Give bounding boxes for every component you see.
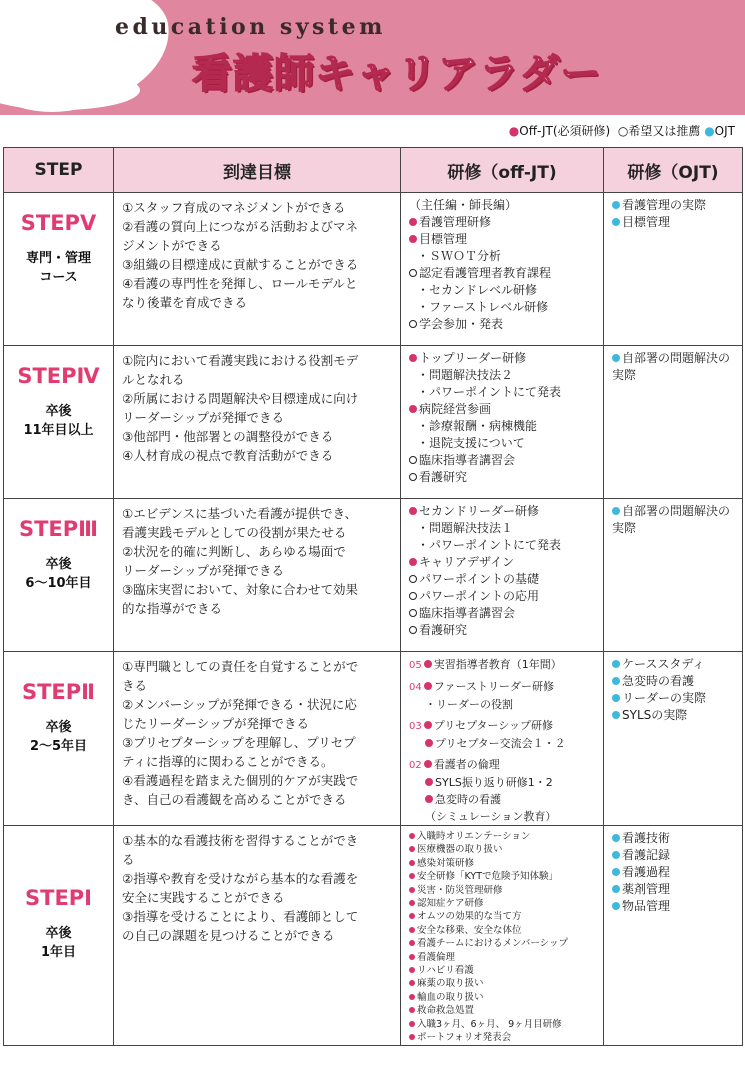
required-dot-icon bbox=[409, 1007, 415, 1013]
goal-line: リーダーシップが発揮できる bbox=[122, 410, 285, 425]
required-dot-icon bbox=[424, 721, 432, 729]
goal-line: なり後輩を育成できる bbox=[122, 295, 248, 310]
training-label: （シミュレーション教育） bbox=[425, 810, 557, 823]
goal-line: ①基本的な看護技術を習得することができ bbox=[122, 833, 359, 848]
required-dot-icon bbox=[409, 927, 415, 933]
list-item bbox=[612, 898, 742, 915]
ojt-label: リーダーの実際 bbox=[622, 691, 707, 705]
list-item bbox=[409, 605, 603, 622]
required-dot-icon bbox=[409, 1034, 415, 1040]
list-item bbox=[612, 847, 742, 864]
training-label: リハビリ看護 bbox=[417, 965, 474, 977]
list-item bbox=[409, 520, 603, 537]
list-item bbox=[409, 248, 603, 265]
goal-line: ④人材育成の視点で教育活動ができる bbox=[122, 448, 334, 463]
header-banner bbox=[0, 0, 745, 115]
list-item bbox=[612, 656, 742, 673]
training-label: ・パワーポイントにて発表 bbox=[417, 385, 562, 399]
legend bbox=[509, 122, 735, 139]
ojt-dot-icon bbox=[612, 885, 620, 893]
goal-line: き、自己の看護観を高めることができる bbox=[122, 792, 347, 807]
required-dot-icon bbox=[409, 873, 415, 879]
step-sub-line: 卒後 bbox=[45, 404, 72, 419]
list-item bbox=[409, 418, 603, 435]
list-item bbox=[612, 197, 742, 214]
goal-line: 的な指導ができる bbox=[122, 601, 223, 616]
ojt-label: 看護過程 bbox=[622, 865, 671, 879]
training-label: キャリアデザイン bbox=[419, 555, 515, 569]
goal-line: ②看護の質向上につながる活動およびマネ bbox=[122, 219, 358, 234]
list-item bbox=[409, 537, 603, 554]
training-label: 輸血の取り扱い bbox=[417, 991, 484, 1003]
level-number: 03 bbox=[409, 721, 422, 732]
list-item bbox=[409, 735, 603, 752]
offjt-cell bbox=[401, 499, 604, 652]
list-item bbox=[409, 696, 603, 713]
step-sub-line: 11年目以上 bbox=[23, 423, 94, 438]
table-row bbox=[4, 346, 743, 499]
training-label: 学会参加・発表 bbox=[419, 317, 504, 331]
list-item bbox=[409, 367, 603, 384]
column-header-offjt: 研修（off-JT) bbox=[401, 148, 604, 193]
goal-line: ③指導を受けることにより、看護師として bbox=[122, 909, 359, 924]
step-sub-line: コース bbox=[39, 270, 78, 285]
step-cell bbox=[4, 346, 114, 499]
column-header-goal: 到達目標 bbox=[114, 148, 401, 193]
required-dot-icon bbox=[409, 860, 415, 866]
goal-line: ④看護の専門性を発揮し、ロールモデルと bbox=[122, 276, 358, 291]
ojt-dot-icon bbox=[612, 218, 620, 226]
required-dot-icon bbox=[409, 405, 417, 413]
training-label: 看護管理研修 bbox=[419, 215, 492, 229]
training-label: 認定看護管理者教育課程 bbox=[419, 266, 552, 280]
list-item bbox=[409, 503, 603, 520]
training-label: ・セカンドレベル研修 bbox=[417, 283, 538, 297]
step-name: STEPⅣ bbox=[17, 364, 100, 388]
ojt-cell bbox=[604, 346, 743, 499]
page-title: 看護師キャリアラダー bbox=[192, 51, 602, 97]
offjt-cell bbox=[401, 346, 604, 499]
list-item bbox=[409, 554, 603, 571]
table-row bbox=[4, 499, 743, 652]
training-label: 災害・防災管理研修 bbox=[417, 884, 503, 896]
ojt-dot-icon bbox=[612, 507, 620, 515]
step-sub bbox=[4, 718, 113, 756]
column-header-step: STEP bbox=[4, 148, 114, 193]
list-item bbox=[409, 384, 603, 401]
required-dot-icon bbox=[409, 980, 415, 986]
ojt-dot-icon bbox=[612, 354, 620, 362]
step-sub-line: 2～5年目 bbox=[29, 739, 88, 754]
training-label: パワーポイントの基礎 bbox=[419, 572, 540, 586]
optional-circle-icon bbox=[409, 320, 417, 328]
required-dot-icon bbox=[409, 846, 415, 852]
training-label: ポートフォリオ発表会 bbox=[417, 1032, 512, 1044]
list-item bbox=[409, 924, 603, 937]
goal-line: ①エビデンスに基づいた看護が提供でき、 bbox=[122, 506, 358, 521]
optional-circle-icon bbox=[409, 575, 417, 583]
list-item bbox=[612, 707, 742, 724]
list-item bbox=[409, 571, 603, 588]
required-dot-icon bbox=[425, 739, 433, 747]
list-item bbox=[409, 977, 603, 990]
training-label: ・パワーポイントにて発表 bbox=[417, 538, 562, 552]
training-label: 目標管理 bbox=[419, 232, 468, 246]
ojt-cell bbox=[604, 652, 743, 826]
list-item bbox=[409, 299, 603, 316]
list-item bbox=[409, 951, 603, 964]
required-dot-icon bbox=[409, 994, 415, 1000]
goal-line: る bbox=[122, 852, 135, 867]
list-item bbox=[409, 756, 603, 774]
goal-line: 看護実践モデルとしての役割が果たせる bbox=[122, 525, 347, 540]
list-item bbox=[409, 1004, 603, 1017]
level-number: 02 bbox=[409, 760, 422, 771]
training-label: 急変時の看護 bbox=[435, 793, 501, 806]
training-label: 入職3ヶ月、6ヶ月、 9ヶ月目研修 bbox=[417, 1018, 562, 1030]
required-dot-icon bbox=[424, 760, 432, 768]
training-label: 安全な移乗、安全な体位 bbox=[417, 924, 522, 936]
step-cell bbox=[4, 499, 114, 652]
ojt-label: 目標管理 bbox=[622, 215, 671, 229]
step-sub bbox=[4, 555, 113, 593]
list-item bbox=[409, 214, 603, 231]
required-dot-icon bbox=[409, 967, 415, 973]
goal-line: ジメントができる bbox=[122, 238, 222, 253]
list-item bbox=[612, 690, 742, 707]
list-item bbox=[409, 1031, 603, 1044]
required-dot-icon bbox=[409, 913, 415, 919]
step-sub-line: 1年目 bbox=[40, 945, 77, 960]
ojt-dot-icon bbox=[612, 694, 620, 702]
blue-dot-icon: ● bbox=[704, 124, 715, 138]
training-label: 看護チームにおけるメンバーシップ bbox=[417, 938, 568, 950]
ojt-dot-icon bbox=[612, 851, 620, 859]
list-item bbox=[409, 991, 603, 1004]
table-header-row bbox=[4, 148, 743, 193]
goal-line: ③他部門・他部署との調整役ができる bbox=[122, 429, 334, 444]
list-item bbox=[409, 774, 603, 791]
required-dot-icon bbox=[409, 940, 415, 946]
training-label: パワーポイントの応用 bbox=[419, 589, 540, 603]
header-subtitle: education system bbox=[115, 14, 386, 40]
list-item bbox=[612, 673, 742, 690]
list-item bbox=[612, 881, 742, 898]
goal-line: ルとなれる bbox=[122, 372, 185, 387]
training-label: 看護者の倫理 bbox=[433, 758, 500, 771]
step-name: STEPⅠ bbox=[25, 886, 92, 910]
goal-line: ①院内において看護実践における役割モデ bbox=[122, 353, 359, 368]
list-item bbox=[409, 350, 603, 367]
list-item bbox=[409, 910, 603, 923]
required-dot-icon bbox=[424, 682, 432, 690]
list-item bbox=[409, 265, 603, 282]
required-dot-icon bbox=[409, 558, 417, 566]
legend-ojt: OJT bbox=[714, 124, 735, 138]
list-item bbox=[409, 808, 603, 825]
training-label: 実習指導者教育（1年間） bbox=[433, 658, 562, 671]
training-label: 入職時オリエンテーション bbox=[417, 831, 531, 842]
required-dot-icon bbox=[425, 778, 433, 786]
ojt-label: 看護記録 bbox=[622, 848, 671, 862]
list-item bbox=[409, 231, 603, 248]
training-label: （主任編・師長編） bbox=[409, 198, 518, 212]
goal-line: ②指導や教育を受けながら基本的な看護を bbox=[122, 871, 359, 886]
career-ladder-table bbox=[3, 147, 743, 1046]
goal-cell bbox=[114, 193, 401, 346]
list-item bbox=[612, 214, 742, 231]
ojt-cell bbox=[604, 826, 743, 1046]
list-item bbox=[409, 316, 603, 333]
training-label: オムツの効果的な当て方 bbox=[417, 911, 522, 923]
step-sub-line: 卒後 bbox=[45, 926, 72, 941]
column-header-ojt: 研修（OJT) bbox=[604, 148, 743, 193]
goal-line: きる bbox=[122, 678, 148, 693]
training-label: ・診療報酬・病棟機能 bbox=[417, 419, 538, 433]
list-item bbox=[612, 350, 742, 384]
goal-line: 安全に実践することができる bbox=[122, 890, 285, 905]
training-label: 臨床指導者講習会 bbox=[419, 453, 516, 467]
list-item bbox=[409, 282, 603, 299]
training-label: 安全研修「KYTで危険予知体験」 bbox=[417, 871, 558, 883]
training-label: ・リーダーの役割 bbox=[425, 698, 513, 711]
goal-line: ④看護過程を踏まえた個別的ケアが実践で bbox=[122, 773, 359, 788]
table-row bbox=[4, 826, 743, 1046]
list-item bbox=[409, 791, 603, 808]
ojt-dot-icon bbox=[612, 711, 620, 719]
training-label: 看護研究 bbox=[419, 470, 468, 484]
training-label: ・問題解決技法１ bbox=[417, 521, 514, 535]
goal-cell bbox=[114, 499, 401, 652]
list-item bbox=[409, 964, 603, 977]
goal-line: ③臨床実習において、対象に合わせて効果 bbox=[122, 582, 358, 597]
training-label: 感染対策研修 bbox=[417, 857, 475, 869]
required-dot-icon bbox=[409, 833, 415, 839]
training-label: セカンドリーダー研修 bbox=[419, 504, 540, 518]
training-label: 臨床指導者講習会 bbox=[419, 606, 516, 620]
optional-circle-icon bbox=[409, 609, 417, 617]
required-dot-icon bbox=[409, 954, 415, 960]
table-row bbox=[4, 193, 743, 346]
list-item bbox=[409, 857, 603, 870]
ojt-dot-icon bbox=[612, 868, 620, 876]
required-dot-icon bbox=[425, 795, 433, 803]
list-item bbox=[409, 870, 603, 883]
ojt-dot-icon bbox=[612, 834, 620, 842]
step-name: STEPⅤ bbox=[20, 211, 97, 235]
list-item bbox=[612, 864, 742, 881]
required-dot-icon bbox=[409, 354, 417, 362]
training-label: ・ＳＷＯＴ分析 bbox=[417, 249, 502, 263]
optional-circle-icon bbox=[409, 473, 417, 481]
goal-line: ②状況を的確に判断し、あらゆる場面で bbox=[122, 544, 346, 559]
list-item bbox=[409, 830, 603, 843]
training-label: プリセプターシップ研修 bbox=[433, 719, 553, 732]
list-item bbox=[409, 588, 603, 605]
ojt-dot-icon bbox=[612, 660, 620, 668]
ojt-dot-icon bbox=[612, 201, 620, 209]
step-sub bbox=[4, 402, 113, 440]
step-sub-line: 卒後 bbox=[45, 720, 72, 735]
ojt-cell bbox=[604, 499, 743, 652]
training-label: SYLS振り返り研修1・2 bbox=[435, 776, 553, 789]
ojt-label: 薬剤管理 bbox=[622, 882, 671, 896]
level-number: 05 bbox=[409, 660, 422, 671]
training-label: ファーストリーダー研修 bbox=[433, 680, 554, 693]
list-item bbox=[409, 843, 603, 856]
decorative-blob bbox=[0, 70, 140, 110]
training-label: 看護倫理 bbox=[417, 951, 456, 963]
step-cell bbox=[4, 826, 114, 1046]
level-number: 04 bbox=[409, 682, 422, 693]
goal-line: ③プリセプターシップを理解し、プリセプ bbox=[122, 735, 356, 750]
required-dot-icon bbox=[424, 660, 432, 668]
step-cell bbox=[4, 652, 114, 826]
list-item bbox=[409, 656, 603, 674]
table-row bbox=[4, 652, 743, 826]
optional-circle-icon bbox=[409, 269, 417, 277]
optional-circle-icon bbox=[409, 592, 417, 600]
training-label: 病院経営参画 bbox=[419, 402, 492, 416]
list-item bbox=[409, 469, 603, 486]
ojt-label: 自部署の問題解決の実際 bbox=[612, 504, 731, 535]
ojt-label: 物品管理 bbox=[622, 899, 671, 913]
goal-cell bbox=[114, 346, 401, 499]
offjt-cell bbox=[401, 652, 604, 826]
ojt-label: SYLSの実際 bbox=[622, 708, 688, 722]
training-label: ・ファーストレベル研修 bbox=[417, 300, 549, 314]
ojt-label: 急変時の看護 bbox=[622, 674, 695, 688]
ojt-label: ケーススタディ bbox=[622, 657, 705, 671]
step-name: STEPⅢ bbox=[18, 517, 99, 541]
list-item bbox=[409, 401, 603, 418]
required-dot-icon bbox=[409, 235, 417, 243]
list-item bbox=[409, 937, 603, 950]
goal-line: ①専門職としての責任を自覚することがで bbox=[122, 659, 359, 674]
step-name: STEPⅡ bbox=[21, 680, 96, 704]
goal-line: リーダーシップが発揮できる bbox=[122, 563, 285, 578]
required-dot-icon bbox=[409, 507, 417, 515]
training-label: 看護研究 bbox=[419, 623, 468, 637]
list-item bbox=[409, 435, 603, 452]
goal-line: ③組織の目標達成に貢献することができる bbox=[122, 257, 359, 272]
step-cell bbox=[4, 193, 114, 346]
offjt-cell bbox=[401, 826, 604, 1046]
optional-circle-icon bbox=[409, 456, 417, 464]
goal-line: ②所属における問題解決や目標達成に向け bbox=[122, 391, 359, 406]
step-sub-line: 卒後 bbox=[45, 557, 72, 572]
goal-line: ②メンバーシップが発揮できる・状況に応 bbox=[122, 697, 357, 712]
training-label: トップリーダー研修 bbox=[419, 351, 527, 365]
step-sub-line: 専門・管理 bbox=[25, 251, 91, 266]
legend-optional: ○希望又は推薦 bbox=[617, 124, 701, 138]
ojt-dot-icon bbox=[612, 677, 620, 685]
list-item bbox=[409, 717, 603, 735]
required-dot-icon bbox=[409, 900, 415, 906]
pink-dot-icon: ● bbox=[508, 124, 520, 138]
offjt-cell bbox=[401, 193, 604, 346]
step-sub-line: 6～10年目 bbox=[25, 576, 92, 591]
legend-required: Off-JT(必須研修) bbox=[519, 124, 611, 138]
required-dot-icon bbox=[409, 1021, 415, 1027]
goal-cell bbox=[114, 826, 401, 1046]
ojt-label: 自部署の問題解決の実際 bbox=[612, 351, 731, 382]
ojt-label: 看護技術 bbox=[622, 831, 671, 845]
training-label: 救命救急処置 bbox=[417, 1005, 475, 1017]
goal-line: ティに指導的に関わることができる。 bbox=[122, 754, 334, 769]
list-item bbox=[612, 830, 742, 847]
step-sub bbox=[4, 249, 113, 287]
training-label: 麻薬の取り扱い bbox=[417, 978, 484, 990]
list-item bbox=[409, 452, 603, 469]
training-label: 医療機器の取り扱い bbox=[417, 844, 503, 856]
goal-line: じたリーダーシップが発揮できる bbox=[122, 716, 310, 731]
ojt-dot-icon bbox=[612, 902, 620, 910]
training-label: ・退院支援について bbox=[417, 436, 525, 450]
list-item bbox=[409, 622, 603, 639]
list-item bbox=[409, 197, 603, 214]
list-item bbox=[612, 503, 742, 537]
training-label: プリセプター交流会１・２ bbox=[435, 737, 566, 750]
goal-line: ①スタッフ育成のマネジメントができる bbox=[122, 200, 346, 215]
step-sub bbox=[4, 924, 113, 962]
goal-cell bbox=[114, 652, 401, 826]
ojt-cell bbox=[604, 193, 743, 346]
training-label: ・問題解決技法２ bbox=[417, 368, 514, 382]
list-item bbox=[409, 1018, 603, 1031]
ojt-label: 看護管理の実際 bbox=[622, 198, 707, 212]
list-item bbox=[409, 678, 603, 696]
goal-line: の自己の課題を見つけることができる bbox=[122, 928, 335, 943]
list-item bbox=[409, 884, 603, 897]
required-dot-icon bbox=[409, 218, 417, 226]
training-label: 認知症ケア研修 bbox=[417, 898, 484, 910]
list-item bbox=[409, 897, 603, 910]
required-dot-icon bbox=[409, 887, 415, 893]
optional-circle-icon bbox=[409, 626, 417, 634]
